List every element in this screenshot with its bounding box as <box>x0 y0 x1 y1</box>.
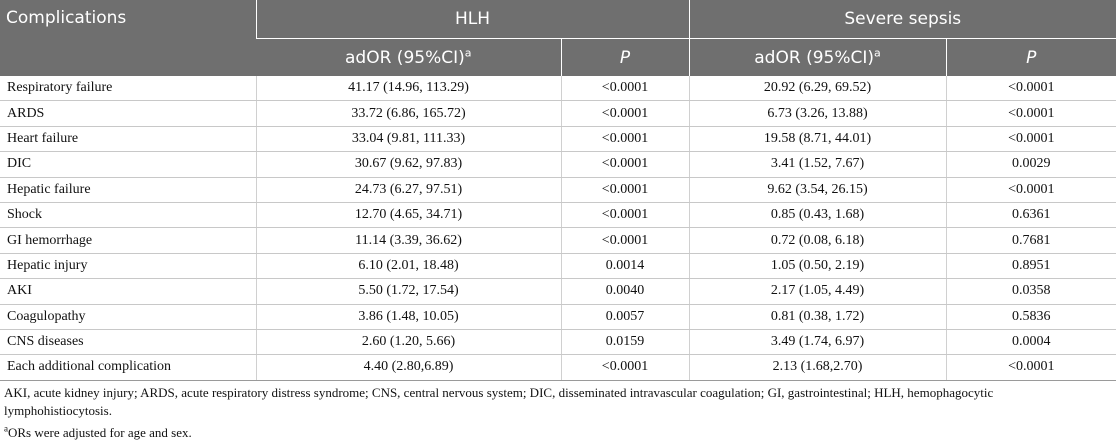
sepsis-p-value: 0.6361 <box>946 202 1116 227</box>
sepsis-p-value: 0.0358 <box>946 279 1116 304</box>
table-row <box>0 177 1116 202</box>
table-body <box>0 76 1116 380</box>
hlh-or-value: 5.50 (1.72, 17.54) <box>256 279 561 304</box>
table-row <box>0 126 1116 151</box>
sepsis-p-value: 0.0029 <box>946 152 1116 177</box>
sepsis-p-value: <0.0001 <box>946 76 1116 101</box>
sepsis-p-value: <0.0001 <box>946 101 1116 126</box>
table-header <box>0 0 1116 76</box>
adjustment-footnote: $^a$ORs were adjusted for age and sex. <box>4 423 192 440</box>
hlh-or-value: 3.86 (1.48, 10.05) <box>256 304 561 329</box>
table-row <box>0 101 1116 126</box>
sepsis-or-value: 2.13 (1.68,2.70) <box>689 355 946 380</box>
table-row <box>0 202 1116 227</box>
complication-name: DIC <box>0 152 256 177</box>
hlh-or-value: 12.70 (4.65, 34.71) <box>256 202 561 227</box>
sepsis-or-value: 6.73 (3.26, 13.88) <box>689 101 946 126</box>
sepsis-p-value: <0.0001 <box>946 126 1116 151</box>
hlh-group-header: HLH <box>256 0 689 39</box>
complication-name: ARDS <box>0 101 256 126</box>
complication-name: Shock <box>0 202 256 227</box>
sepsis-or-value: 0.72 (0.08, 6.18) <box>689 228 946 253</box>
complication-name: Each additional complication <box>0 355 256 380</box>
hlh-or-value: 6.10 (2.01, 18.48) <box>256 253 561 278</box>
hlh-or-value: 33.72 (6.86, 165.72) <box>256 101 561 126</box>
table-row <box>0 253 1116 278</box>
sepsis-or-column-header: adOR $(95\%CI)^a$ <box>689 39 946 77</box>
table-row <box>0 355 1116 380</box>
table-row <box>0 76 1116 101</box>
table-row <box>0 152 1116 177</box>
complication-name: Heart failure <box>0 126 256 151</box>
complication-name: Hepatic injury <box>0 253 256 278</box>
complication-name: Hepatic failure <box>0 177 256 202</box>
table-row <box>0 304 1116 329</box>
hlh-or-value: 11.14 (3.39, 36.62) <box>256 228 561 253</box>
sepsis-or-value: 2.17 (1.05, 4.49) <box>689 279 946 304</box>
abbreviations-footnote: AKI, acute kidney injury; ARDS, acute respiratory distress syndrome; CNS, central nervous system; DIC, disseminated intravascular coagulation; GI, gastrointestinal; HLH, hemophagocytic lymphohistiocytosis. <box>4 385 994 418</box>
complication-name: Respiratory failure <box>0 76 256 101</box>
table-row <box>0 329 1116 354</box>
sepsis-or-value: 1.05 (0.50, 2.19) <box>689 253 946 278</box>
severe-sepsis-group-header: Severe sepsis <box>689 0 1116 39</box>
hlh-or-value: 33.04 (9.81, 111.33) <box>256 126 561 151</box>
hlh-p-value: <0.0001 <box>561 152 689 177</box>
hlh-p-column-header: P <box>561 39 689 77</box>
table-row <box>0 228 1116 253</box>
complication-name: CNS diseases <box>0 329 256 354</box>
table-footnotes <box>4 384 1104 442</box>
hlh-or-value: 2.60 (1.20, 5.66) <box>256 329 561 354</box>
sepsis-p-column-header: P <box>946 39 1116 77</box>
hlh-p-value: <0.0001 <box>561 202 689 227</box>
sepsis-or-value: 0.85 (0.43, 1.68) <box>689 202 946 227</box>
sepsis-p-value: 0.7681 <box>946 228 1116 253</box>
sepsis-or-value: 19.58 (8.71, 44.01) <box>689 126 946 151</box>
hlh-p-value: 0.0159 <box>561 329 689 354</box>
hlh-p-value: <0.0001 <box>561 228 689 253</box>
hlh-or-value: 30.67 (9.62, 97.83) <box>256 152 561 177</box>
sepsis-p-value: <0.0001 <box>946 355 1116 380</box>
table-row <box>0 279 1116 304</box>
sepsis-p-value: 0.0004 <box>946 329 1116 354</box>
sepsis-or-value: 0.81 (0.38, 1.72) <box>689 304 946 329</box>
hlh-p-value: <0.0001 <box>561 177 689 202</box>
hlh-p-value: 0.0057 <box>561 304 689 329</box>
hlh-p-value: <0.0001 <box>561 76 689 101</box>
sepsis-or-value: 3.41 (1.52, 7.67) <box>689 152 946 177</box>
hlh-p-value: <0.0001 <box>561 126 689 151</box>
hlh-p-value: <0.0001 <box>561 101 689 126</box>
sepsis-p-value: 0.5836 <box>946 304 1116 329</box>
complication-name: GI hemorrhage <box>0 228 256 253</box>
hlh-p-value: 0.0040 <box>561 279 689 304</box>
sepsis-or-value: 20.92 (6.29, 69.52) <box>689 76 946 101</box>
complication-name: Coagulopathy <box>0 304 256 329</box>
hlh-p-value: <0.0001 <box>561 355 689 380</box>
complications-column-header: Complications <box>0 0 256 76</box>
sepsis-or-value: 3.49 (1.74, 6.97) <box>689 329 946 354</box>
hlh-or-value: 4.40 (2.80,6.89) <box>256 355 561 380</box>
complication-name: AKI <box>0 279 256 304</box>
hlh-or-value: 41.17 (14.96, 113.29) <box>256 76 561 101</box>
sepsis-or-value: 9.62 (3.54, 26.15) <box>689 177 946 202</box>
sepsis-p-value: <0.0001 <box>946 177 1116 202</box>
hlh-or-column-header: adOR $(95\%CI)^a$ <box>256 39 561 77</box>
sepsis-p-value: 0.8951 <box>946 253 1116 278</box>
hlh-p-value: 0.0014 <box>561 253 689 278</box>
hlh-or-value: 24.73 (6.27, 97.51) <box>256 177 561 202</box>
